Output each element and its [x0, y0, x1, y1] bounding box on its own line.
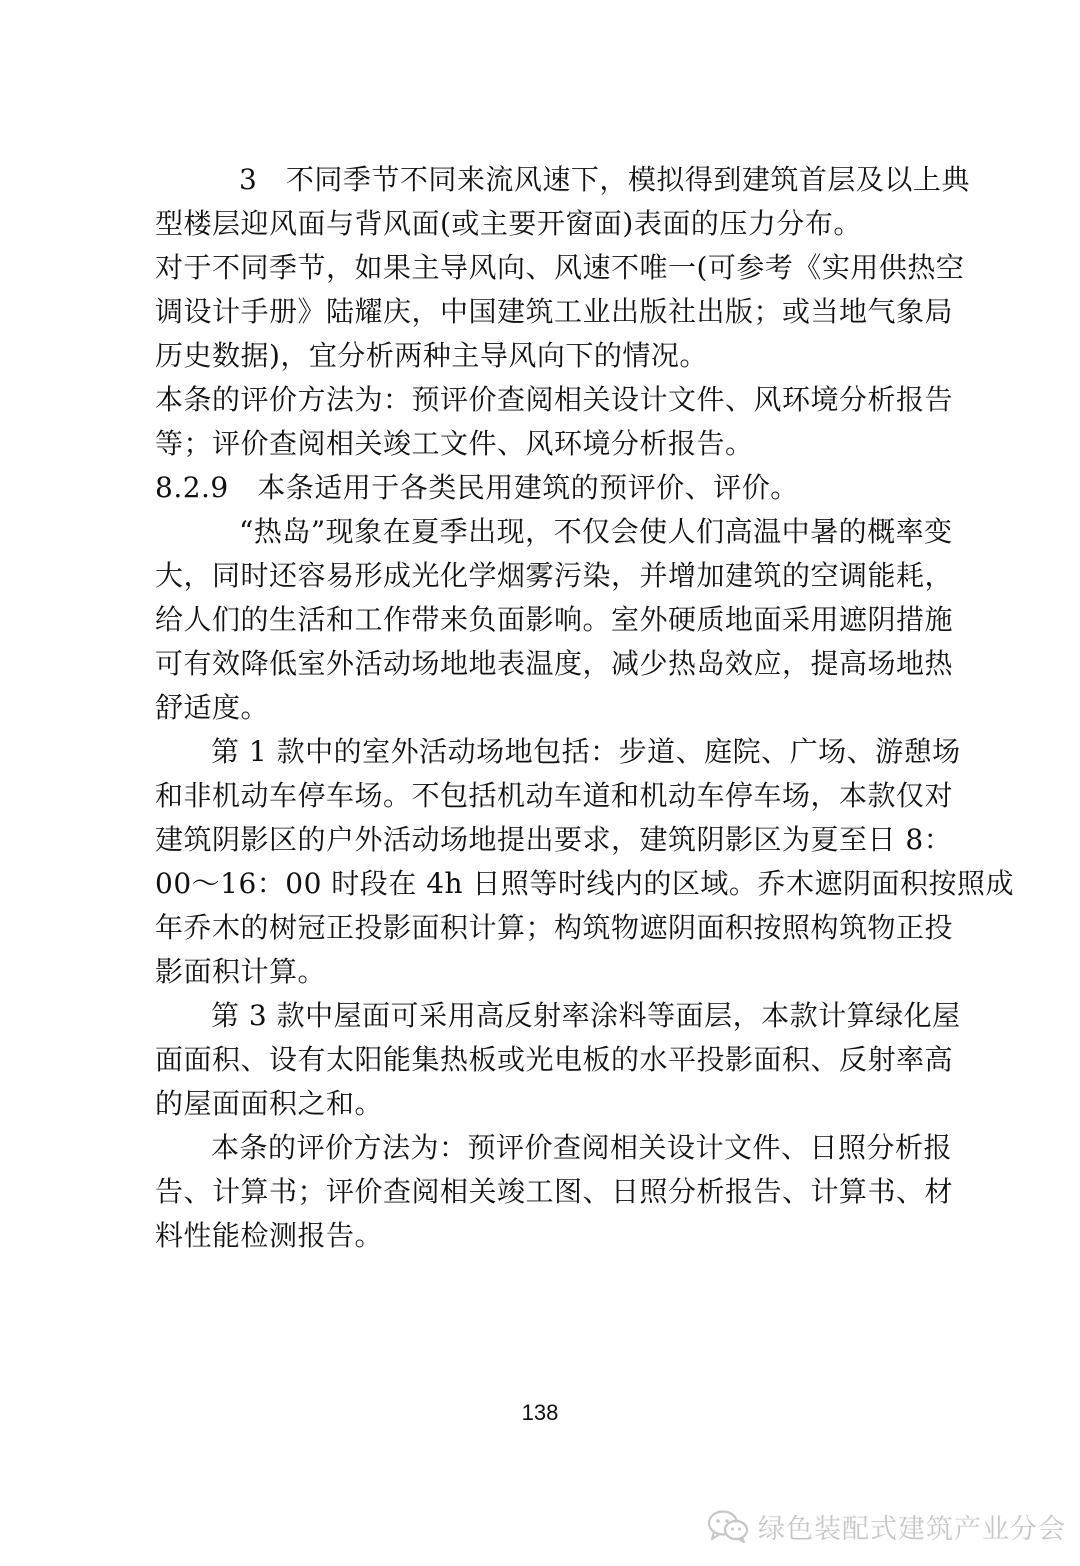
text-line: 和非机动车停车场。不包括机动车道和机动车停车场，本款仅对 [155, 779, 954, 812]
text-line: 第 3 款中屋面可采用高反射率涂料等面层，本款计算绿化屋 [211, 999, 961, 1032]
text-line: 的屋面面积之和。 [155, 1087, 384, 1120]
text-line: 型楼层迎风面与背风面(或主要开窗面)表面的压力分布。 [155, 207, 862, 240]
text-line: 年乔木的树冠正投影面积计算；构筑物遮阴面积按照构筑物正投 [155, 911, 954, 944]
text-line: 3 不同季节不同来流风速下，模拟得到建筑首层及以上典 [239, 163, 970, 196]
text-line: 00～16：00 时段在 4h 日照等时线内的区域。乔木遮阴面积按照成 [155, 867, 1014, 900]
text-line: 本条的评价方法为：预评价查阅相关设计文件、风环境分析报告 [155, 383, 954, 416]
text-line: 告、计算书；评价查阅相关竣工图、日照分析报告、计算书、材 [155, 1175, 954, 1208]
text-line: 等；评价查阅相关竣工文件、风环境分析报告。 [155, 427, 754, 460]
text-line: 历史数据)，宜分析两种主导风向下的情况。 [155, 339, 708, 372]
text-line: “热岛”现象在夏季出现，不仅会使人们高温中暑的概率变 [239, 515, 953, 548]
text-line: 大，同时还容易形成光化学烟雾污染，并增加建筑的空调能耗， [155, 559, 954, 592]
text-line: 料性能检测报告。 [155, 1219, 384, 1252]
text-line: 给人们的生活和工作带来负面影响。室外硬质地面采用遮阴措施 [155, 603, 954, 636]
text-line: 面面积、设有太阳能集热板或光电板的水平投影面积、反射率高 [155, 1043, 954, 1076]
text-line: 本条的评价方法为：预评价查阅相关设计文件、日照分析报 [211, 1131, 953, 1164]
page-number: 138 [521, 1400, 559, 1425]
text-line: 调设计手册》陆耀庆，中国建筑工业出版社出版；或当地气象局 [155, 295, 954, 328]
text-line: 影面积计算。 [155, 955, 327, 988]
text-line: 对于不同季节，如果主导风向、风速不唯一(可参考《实用供热空 [155, 251, 965, 284]
text-line: 可有效降低室外活动场地地表温度，减少热岛效应，提高场地热 [155, 647, 954, 680]
section-heading: 8.2.9 本条适用于各类民用建筑的预评价、评价。 [155, 471, 799, 504]
text-line: 建筑阴影区的户外活动场地提出要求，建筑阴影区为夏至日 8： [155, 823, 953, 856]
wechat-icon [706, 1508, 750, 1544]
watermark-text: 绿色装配式建筑产业分会 [758, 1513, 1066, 1545]
watermark [706, 1506, 1066, 1546]
text-line: 第 1 款中的室外活动场地包括：步道、庭院、广场、游憩场 [211, 735, 961, 768]
text-line: 舒适度。 [155, 691, 270, 724]
document-body [155, 158, 1014, 1258]
